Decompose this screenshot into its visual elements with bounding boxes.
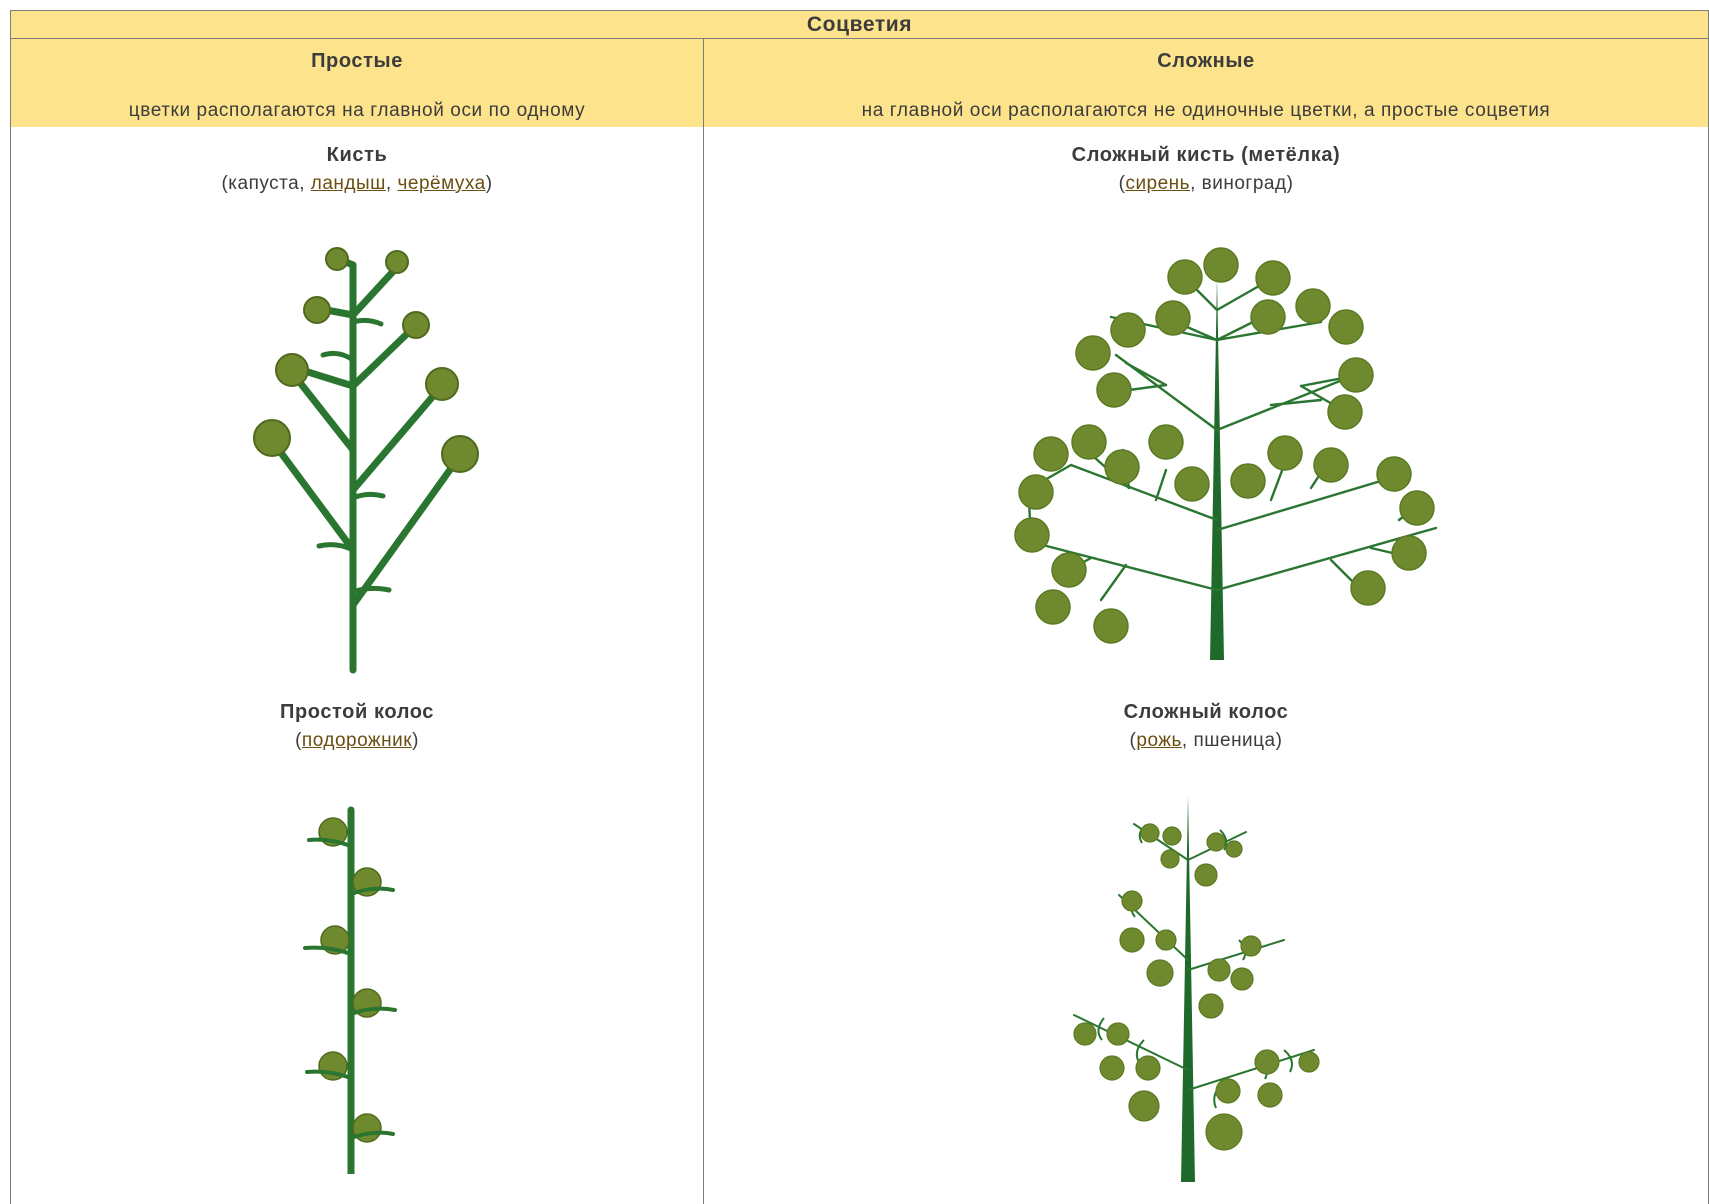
separator: , — [1181, 730, 1194, 751]
compound-spike-name: Сложный колос — [1123, 701, 1289, 723]
raceme-examples — [11, 173, 703, 195]
paren-close: ) — [1286, 173, 1294, 194]
example-wheat: пшеница — [1193, 730, 1276, 751]
compound-spike-examples — [704, 730, 1708, 752]
link-rye[interactable]: рожь — [1136, 730, 1182, 751]
panicle-examples — [704, 173, 1708, 195]
raceme-cell — [10, 127, 704, 685]
panicle-cell — [703, 127, 1709, 685]
example-grape: виноград — [1201, 173, 1287, 194]
link-bird-cherry[interactable]: черёмуха — [397, 173, 486, 194]
link-lily-of-the-valley[interactable]: ландыш — [310, 173, 386, 194]
separator: , — [385, 173, 398, 194]
paren-open: ( — [1129, 730, 1137, 751]
panicle-name: Сложный кисть (метёлка) — [1071, 144, 1341, 166]
paren-close: ) — [485, 173, 493, 194]
separator: , — [1190, 173, 1202, 194]
example-cabbage: капуста — [228, 173, 300, 194]
paren-open: ( — [1118, 173, 1126, 194]
spike-illustration — [281, 794, 441, 1174]
spike-cell — [10, 684, 704, 1204]
raceme-name: Кисть — [326, 144, 388, 166]
compound-spike-cell — [703, 684, 1709, 1204]
simple-header — [10, 38, 704, 128]
complex-heading: Сложные — [1157, 50, 1255, 72]
compound-spike-illustration — [1059, 784, 1359, 1184]
spike-examples — [11, 730, 703, 752]
panicle-illustration — [994, 237, 1444, 687]
complex-description: на главной оси располагаются не одиночные цветки, а простые соцветия — [861, 100, 1551, 121]
raceme-illustration — [231, 227, 491, 677]
simple-heading: Простые — [311, 50, 403, 72]
complex-header — [703, 38, 1709, 128]
paren-open: ( — [295, 730, 302, 751]
paren-close: ) — [412, 730, 419, 751]
simple-description: цветки располагаются на главной оси по одному — [128, 100, 586, 121]
link-plantain[interactable]: подорожник — [301, 730, 413, 751]
paren-open: ( — [221, 173, 229, 194]
table-title-row — [10, 10, 1709, 39]
spike-name: Простой колос — [279, 701, 435, 723]
table-title: Соцветия — [806, 13, 913, 36]
paren-close: ) — [1275, 730, 1283, 751]
separator: , — [299, 173, 311, 194]
inflorescence-table — [10, 10, 1709, 1194]
link-lilac[interactable]: сирень — [1125, 173, 1191, 194]
